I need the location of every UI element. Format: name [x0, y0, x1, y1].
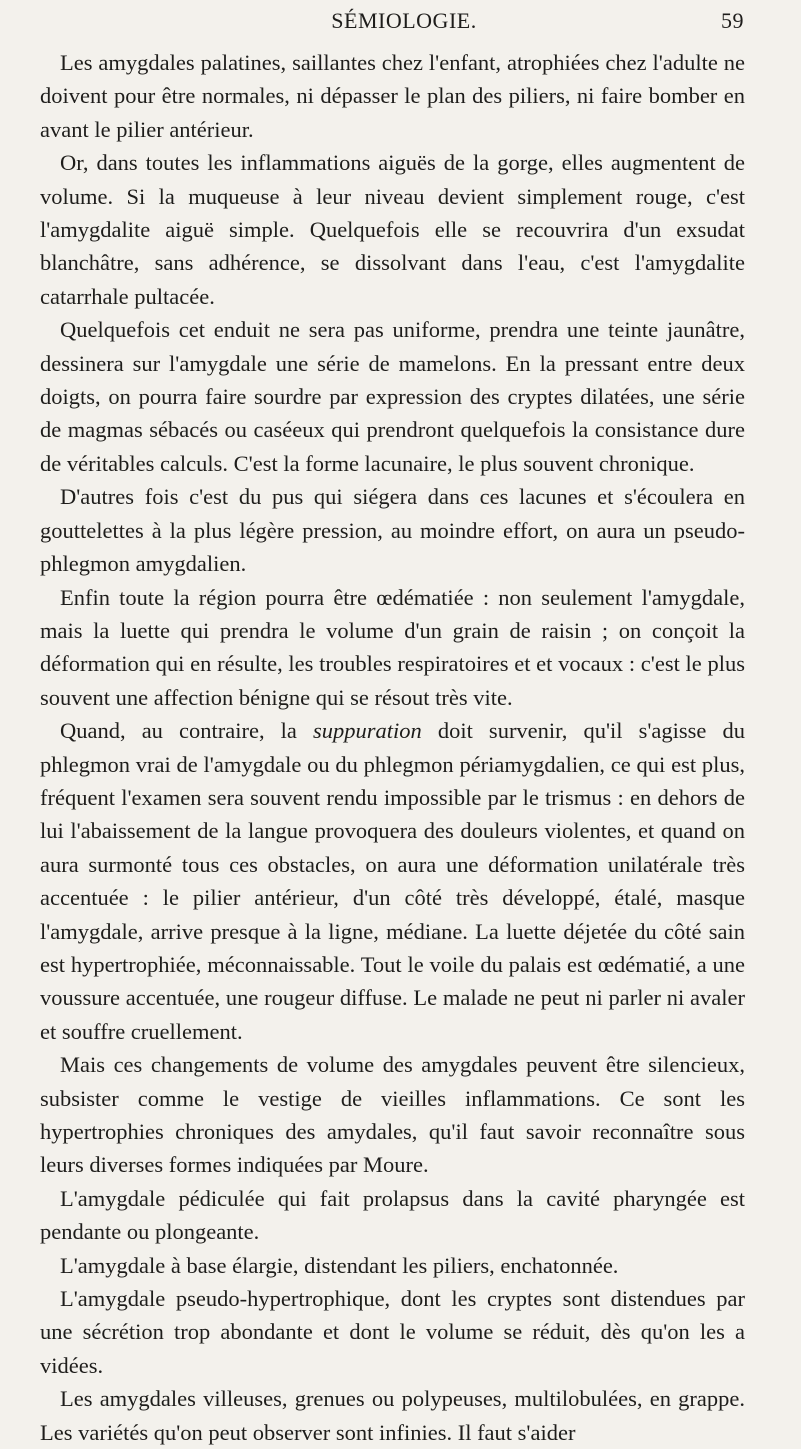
paragraph: Quelquefois cet enduit ne sera pas uniforme, prendra une teinte jaunâtre, dessinera sur l'amygdale une série de mamelons. En la pressant entre deux doigts, on pourra faire sourdre par expression des cryptes dilatées, une série de magmas sébacés ou caséeux qui prendront quelquefois la consistance dure de véritables calculs. C'est la forme lacunaire, le plus souvent chronique.	[40, 317, 745, 476]
paragraph-suppuration	[40, 714, 745, 1048]
paragraph: Mais ces changements de volume des amygdales peuvent être silencieux, subsister comme le vestige de vieilles inflammations. Ce sont les hypertrophies chroniques des amydales, qu'il faut savoir reconnaître sous leurs diverses formes indiquées par Moure.	[40, 1052, 745, 1178]
paragraph: Les amygdales villeuses, grenues ou polypeuses, multilobulées, en grappe. Les variétés qu'on peut observer sont infinies. Il faut s'aider	[40, 1386, 745, 1445]
paragraph: Enfin toute la région pourra être œdématiée : non seulement l'amygdale, mais la luette qui prendra le volume d'un grain de raisin ; on conçoit la déformation qui en résulte, les troubles respiratoires et et vocaux : c'est le plus souvent une affection bénigne qui se résout très vite.	[40, 584, 745, 710]
paragraph: L'amygdale pédiculée qui fait prolapsus dans la cavité pharyngée est pendante ou plongeante.	[40, 1185, 745, 1245]
paragraph: D'autres fois c'est du pus qui siégera dans ces lacunes et s'écoulera en gouttelettes à la plus légère pression, au moindre effort, on aura un pseudo-phlegmon amygdalien.	[40, 484, 745, 577]
paragraph-text: Quand, au contraire, la	[60, 718, 313, 744]
running-title: SÉMIOLOGIE.	[331, 8, 477, 33]
emphasized-term: suppuration	[313, 718, 422, 744]
paragraph: Or, dans toutes les inflammations aiguës de la gorge, elles augmentent de volume. Si la muqueuse à leur niveau devient simplement rouge, c'est l'amygdalite aiguë simple. Quelquefois elle se recouvrira d'un exsudat blanchâtre, sans adhérence, se dissolvant dans l'eau, c'est l'amygdalite catarrhale pultacée.	[40, 150, 745, 309]
paragraph: L'amygdale pseudo-hypertrophique, dont les cryptes sont distendues par une sécrétion trop abondante et dont le volume se réduit, dès qu'on les a vidées.	[40, 1286, 745, 1378]
paragraph-text: doit survenir, qu'il s'agisse du phlegmon vrai de l'amygdale ou du phlegmon périamygdalien, ce qui est plus, fréquent l'examen sera souvent rendu impossible par le trismus : en dehors de lui l'abaissement de la langue provoquera des douleurs violentes, et quand on aura surmonté tous ces obstacles, on aura une déformation unilatérale très accentuée : le pilier antérieur, d'un côté très développé, étalé, masque l'amygdale, arrive presque à la ligne, médiane. La luette déjetée du côté sain est hypertrophiée, méconnaissable. Tout le voile du palais est œdématié, a une voussure accentuée, une rougeur diffuse. Le malade ne peut ni parler ni avaler et souffre cruellement.	[40, 718, 745, 1044]
page-header	[64, 8, 744, 34]
paragraph: L'amygdale à base élargie, distendant les piliers, enchatonnée.	[60, 1252, 619, 1278]
body-text	[40, 46, 745, 1449]
page-number: 59	[721, 8, 744, 33]
paragraph: Les amygdales palatines, saillantes chez l'enfant, atrophiées chez l'adulte ne doivent pour être normales, ni dépasser le plan des piliers, ni faire bomber en avant le pilier antérieur.	[40, 50, 745, 142]
